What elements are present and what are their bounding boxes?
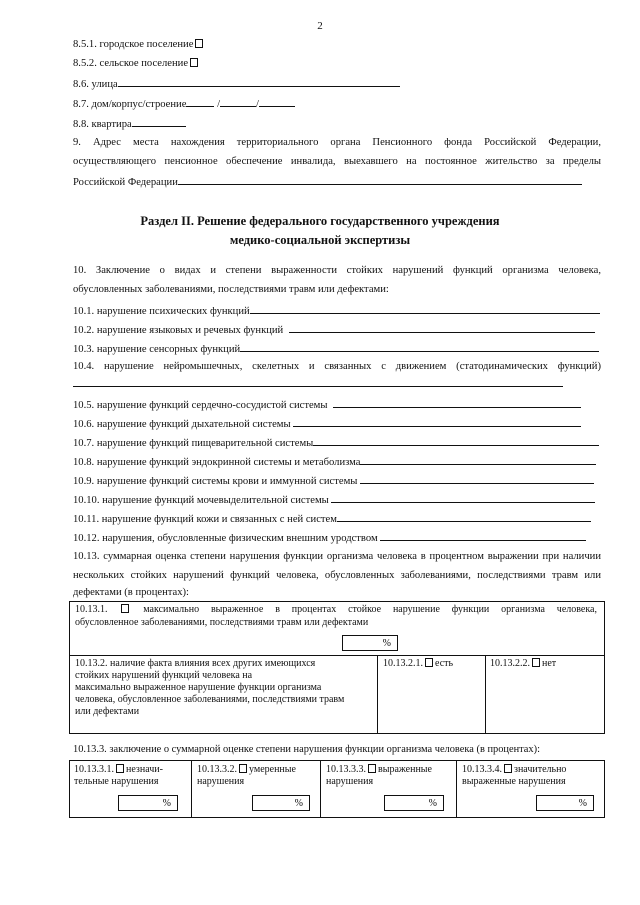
- apartment-label: 8.8. квартира: [73, 119, 132, 130]
- item-10-6-label: 10.6. нарушение функций дыхательной системы: [73, 419, 291, 430]
- item-10-12-field[interactable]: [380, 530, 586, 541]
- item-9-line-2: осуществляющего пенсионное обеспечение инвалида, выехавшего на постоянное жительство за пределы: [73, 156, 601, 167]
- item-10-1-label: 10.1. нарушение психических функций: [73, 306, 250, 317]
- summary-option-2[interactable]: [197, 764, 296, 776]
- item-10-1-field[interactable]: [250, 303, 600, 314]
- pension-fund-address-field[interactable]: [178, 174, 582, 185]
- item-10-2-field[interactable]: [289, 322, 595, 333]
- item-10-3-label: 10.3. нарушение сенсорных функций: [73, 344, 241, 355]
- section-title-line-1: Раздел II. Решение федерального государственного учреждения: [140, 214, 500, 228]
- item-10-13-2-line-1: 10.13.2. наличие факта влияния всех других имеющихся: [75, 658, 316, 669]
- item-10-6: [73, 416, 581, 432]
- influence-yes-checkbox[interactable]: [425, 658, 433, 667]
- item-10-13-line-2: нескольких стойких нарушений функций человека, обусловленных заболеваниями, последствиями травм или: [73, 570, 601, 581]
- summary-option-2-number: 10.13.3.2.: [197, 764, 237, 775]
- item-10-5: [73, 397, 581, 413]
- item-10-13-2-line-2: стойких нарушений функций человека на: [75, 670, 253, 681]
- item-10-13-3-heading: 10.13.3. заключение о суммарной оценке степени нарушения функции организма человека (в процентах):: [73, 744, 540, 755]
- summary-option-4-number: 10.13.3.4.: [462, 764, 502, 775]
- item-8-5-2-label: 8.5.2. сельское поселение: [73, 58, 189, 69]
- section-title-line-2: медико-социальной экспертизы: [229, 233, 411, 247]
- page-number: 2: [317, 20, 323, 32]
- rural-settlement-checkbox[interactable]: [190, 58, 198, 67]
- item-8-6: [73, 76, 400, 92]
- summary-option-3[interactable]: [326, 764, 432, 776]
- item-10-10-label: 10.10. нарушение функций мочевыделительной системы: [73, 495, 329, 506]
- summary-option-1-label-1: незначи-: [126, 764, 163, 775]
- moderate-percent-field[interactable]: %: [252, 795, 310, 811]
- item-10-4-field[interactable]: [73, 376, 563, 387]
- influence-yes-option[interactable]: [383, 658, 453, 670]
- item-10-9: [73, 473, 594, 489]
- item-10-4-field-row: [73, 376, 563, 392]
- item-10-11-field[interactable]: [337, 511, 591, 522]
- item-10-9-label: 10.9. нарушение функций системы крови и иммунной системы: [73, 476, 358, 487]
- summary-option-4-label-2: выраженные нарушения: [462, 776, 566, 787]
- influence-yes-number: 10.13.2.1.: [383, 658, 423, 669]
- item-10-2-label: 10.2. нарушение языковых и речевых функций: [73, 325, 284, 336]
- summary-col-divider-2: [320, 761, 321, 817]
- item-10-11: [73, 511, 591, 527]
- item-8-8: [73, 116, 186, 132]
- summary-option-1-label-2: тельные нарушения: [74, 776, 159, 787]
- summary-option-4-label-1: значительно: [514, 764, 567, 775]
- item-10-13-line-1: 10.13. суммарная оценка степени нарушения функции организма человека в процентном выражении при наличии: [73, 551, 601, 562]
- item-10-10: [73, 492, 595, 508]
- item-10-13-1-number: 10.13.1.: [75, 604, 108, 615]
- item-10-7: [73, 435, 599, 451]
- summary-option-1-number: 10.13.3.1.: [74, 764, 114, 775]
- item-10-3-field[interactable]: [240, 341, 599, 352]
- summary-col-divider-3: [456, 761, 457, 817]
- item-10-13-1-line-2: обусловленное заболеваниями, последствиями травм или дефектами: [75, 617, 369, 628]
- item-10-7-label: 10.7. нарушение функций пищеварительной системы: [73, 438, 314, 449]
- item-8-5-2: [73, 57, 200, 71]
- item-10-1: [73, 303, 600, 319]
- item-10-13-1-text: максимально выраженное в процентах стойкое нарушение функции организма человека,: [143, 604, 597, 615]
- item-10-13-2-line-5: или дефектами: [75, 706, 140, 717]
- influence-yes-label: есть: [435, 658, 454, 669]
- pronounced-percent-field[interactable]: %: [384, 795, 444, 811]
- item-10-3: [73, 341, 599, 357]
- summary-option-1[interactable]: [74, 764, 163, 776]
- item-10-6-field[interactable]: [293, 416, 581, 427]
- summary-col-divider-1: [191, 761, 192, 817]
- house-field[interactable]: [186, 96, 214, 107]
- item-9-label-end: Российской Федерации: [73, 177, 178, 188]
- item-10-8-field[interactable]: [360, 454, 596, 465]
- significantly-pronounced-percent-field[interactable]: %: [536, 795, 594, 811]
- building-field[interactable]: [220, 96, 256, 107]
- table-col-divider-2: [485, 656, 486, 733]
- summary-option-3-label-1: выраженные: [378, 764, 432, 775]
- house-label: 8.7. дом/корпус/строение: [73, 99, 187, 110]
- item-10-5-field[interactable]: [333, 397, 581, 408]
- influence-no-option[interactable]: [490, 658, 556, 670]
- item-10-10-field[interactable]: [331, 492, 595, 503]
- summary-option-3-number: 10.13.3.3.: [326, 764, 366, 775]
- item-10-line-2: обусловленных заболеваниями, последствиями травм или дефектами:: [73, 284, 389, 295]
- table-col-divider-1: [377, 656, 378, 733]
- item-10-7-field[interactable]: [313, 435, 599, 446]
- significantly-pronounced-checkbox[interactable]: [504, 764, 512, 773]
- item-10-12-label: 10.12. нарушения, обусловленные физическим внешним уродством: [73, 533, 378, 544]
- item-8-5-1: [73, 38, 205, 52]
- item-10-2: [73, 322, 595, 338]
- max-impairment-checkbox[interactable]: [121, 604, 129, 613]
- insignificant-checkbox[interactable]: [116, 764, 124, 773]
- item-10-5-label: 10.5. нарушение функций сердечно-сосудистой системы: [73, 400, 328, 411]
- item-10-8: [73, 454, 596, 470]
- item-9-line-1: 9. Адрес места нахождения территориального органа Пенсионного фонда Российской Федерации,: [73, 137, 601, 148]
- item-9-line-3: [73, 174, 582, 190]
- pronounced-checkbox[interactable]: [368, 764, 376, 773]
- structure-field[interactable]: [259, 96, 295, 107]
- summary-option-4[interactable]: [462, 764, 566, 776]
- item-10-13-1-line-1: [75, 604, 597, 616]
- apartment-field[interactable]: [132, 116, 186, 127]
- item-10-8-label: 10.8. нарушение функций эндокринной системы и метаболизма: [73, 457, 361, 468]
- summary-option-3-label-2: нарушения: [326, 776, 374, 787]
- house-separator-2: /: [256, 99, 259, 110]
- item-8-5-1-label: 8.5.1. городское поселение: [73, 39, 194, 50]
- insignificant-percent-field[interactable]: %: [118, 795, 178, 811]
- item-10-11-label: 10.11. нарушение функций кожи и связанных с ней систем: [73, 514, 337, 525]
- influence-no-label: нет: [542, 658, 557, 669]
- urban-settlement-checkbox[interactable]: [195, 39, 203, 48]
- summary-option-2-label-2: нарушения: [197, 776, 245, 787]
- item-10-13-2-line-4: человека, обусловленное заболеваниями, последствиями травм: [75, 694, 345, 705]
- item-10-13-2-line-3: максимально выраженное нарушение функции организма: [75, 682, 322, 693]
- house-separator-1: /: [217, 99, 221, 110]
- summary-option-2-label-1: умеренные: [249, 764, 296, 775]
- item-10-13-line-3: дефектами (в процентах):: [73, 587, 189, 598]
- item-8-7: [73, 96, 295, 112]
- item-10-12: [73, 530, 586, 546]
- item-10-4-label: 10.4. нарушение нейромышечных, скелетных и связанных с движением (статодинамических функций): [73, 361, 601, 372]
- max-impairment-percent-field[interactable]: %: [342, 635, 398, 651]
- street-label: 8.6. улица: [73, 79, 118, 90]
- street-field[interactable]: [118, 76, 400, 87]
- influence-no-number: 10.13.2.2.: [490, 658, 530, 669]
- item-10-line-1: 10. Заключение о видах и степени выраженности стойких нарушений функций организма человека,: [73, 265, 601, 276]
- table-row-divider: [69, 655, 605, 656]
- influence-no-checkbox[interactable]: [532, 658, 540, 667]
- item-10-9-field[interactable]: [360, 473, 594, 484]
- moderate-checkbox[interactable]: [239, 764, 247, 773]
